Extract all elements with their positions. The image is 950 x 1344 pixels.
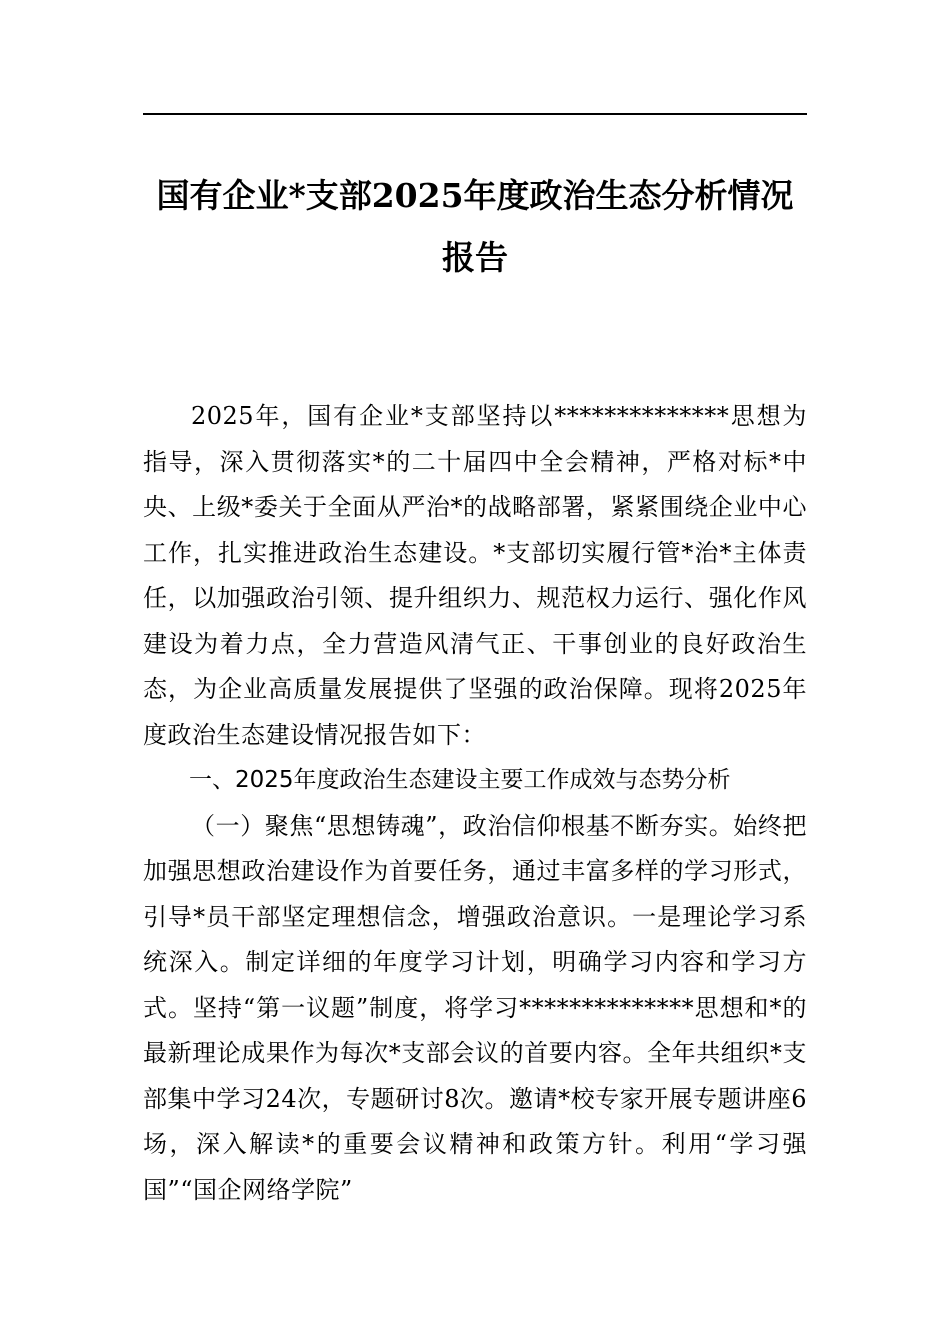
document-title: 国有企业*支部2025年度政治生态分析情况报告	[156, 176, 794, 277]
intro-paragraph: 2025年，国有企业*支部坚持以**************思想为指导，深入贯彻落实*的二十届四中全会精神，严格对标*中央、上级*委关于全面从严治*的战略部署，紧紧围绕企业中心工作，扎实推进政治生态建设。*支部切实履行管*治*主体责任，以加强政治引领、提升组织力、规范权力运行、强化作风建设为着力点，全力营造风清气正、干事创业的良好政治生态，为企业高质量发展提供了坚强的政治保障。现将2025年度政治生态建设情况报告如下：	[143, 402, 807, 749]
subsection-paragraph: （一）聚焦“思想铸魂”，政治信仰根基不断夯实。始终把加强思想政治建设作为首要任务，通过丰富多样的学习形式，引导*员干部坚定理想信念，增强政治意识。一是理论学习系统深入。制定详细的年度学习计划，明确学习内容和学习方式。坚持“第一议题”制度，将学习**************思想和*的最新理论成果作为每次*支部会议的首要内容。全年共组织*支部集中学习24次，专题研讨8次。邀请*校专家开展专题讲座6场，深入解读*的重要会议精神和政策方针。利用“学习强国”“国企网络学院”	[143, 811, 807, 1204]
header-divider	[143, 113, 807, 115]
section-heading: 一、2025年度政治生态建设主要工作成效与态势分析	[189, 767, 731, 793]
document-body	[143, 394, 807, 1213]
